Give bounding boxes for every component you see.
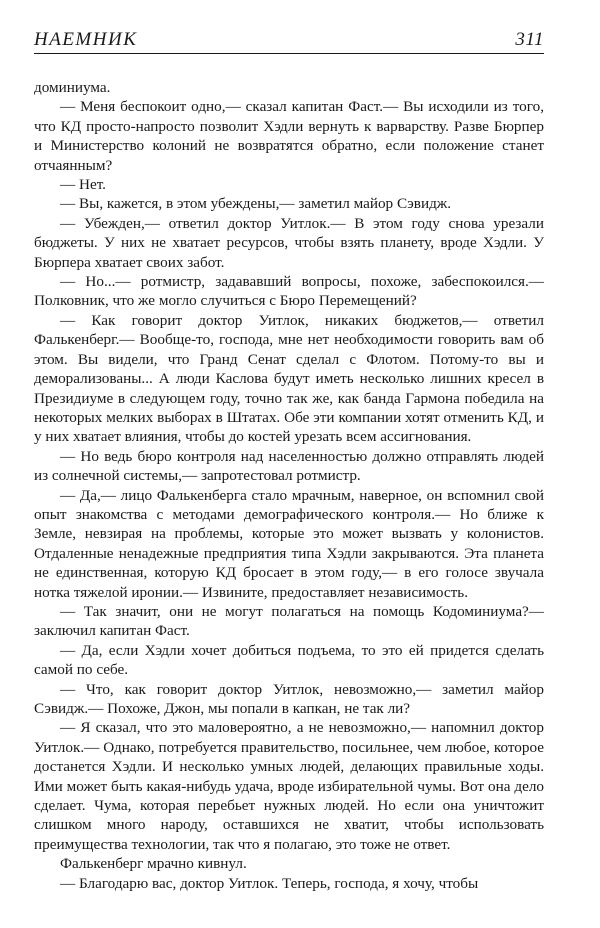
- running-title: НАЕМНИК: [34, 29, 138, 50]
- paragraph-12: — Что, как говорит доктор Уитлок, невозможно,— заметил майор Сэвидж.— Похоже, Джон, мы попали в капкан, не так ли?: [34, 680, 544, 717]
- book-page: [34, 28, 544, 893]
- body-text: [34, 78, 544, 893]
- page-number: 311: [515, 29, 544, 50]
- paragraph-10: — Так значит, они не могут полагаться на помощь Кодоминиума?— заключил капитан Фаст.: [34, 602, 544, 640]
- paragraph-8: — Но ведь бюро контроля над населенностью должно отправлять людей из солнечной системы,— запротестовал ротмистр.: [34, 447, 544, 485]
- paragraph-15: — Благодарю вас, доктор Уитлок. Теперь, господа, я хочу, чтобы: [60, 874, 479, 892]
- paragraph-9: — Да,— лицо Фалькенберга стало мрачным, наверное, он вспомнил свой опыт знакомства с методами демографического контроля.— Но ближе к Земле, невзирая на проблемы, которые это может вызвать у колонистов. Отдаленные ненадежные предприятия типа Хэдли закрываются. Эта планета не единственная, которую КД бросает в этом году,— в его голосе звучала нотка тяжелой иронии.— Извините, предоставляет независимость.: [34, 486, 544, 601]
- paragraph-14: Фалькенберг мрачно кивнул.: [60, 855, 247, 873]
- running-head: [34, 28, 544, 54]
- paragraph-3: — Нет.: [60, 176, 106, 194]
- paragraph-7: — Как говорит доктор Уитлок, никаких бюджетов,— ответил Фалькенберг.— Вообще-то, господа, мне нет необходимости говорить вам об этом. Вы видели, что Гранд Сенат сделал с Флотом. Потому-то вы и деморализованы... А люди Каслова будут иметь несколько лишних кресел в Президиуме в следующем году, точно так же, как банда Гармона победила на некоторых мелких выборах в Штатах. Обе эти компании хотят отменить КД, и у них хватает влияния, чтобы до костей урезать всем ассигнования.: [34, 311, 544, 446]
- paragraph-4: — Вы, кажется, в этом убеждены,— заметил майор Сэвидж.: [60, 195, 452, 213]
- paragraph-6: — Но...— ротмистр, задававший вопросы, похоже, забеспокоился.— Полковник, что же могло случиться с Бюро Перемещений?: [34, 273, 544, 310]
- paragraph-2: — Меня беспокоит одно,— сказал капитан Фаст.— Вы исходили из того, что КД просто-напросто позволит Хэдли вернуть к варварству. Разве Бюрпер и Министерство колоний не возвратятся обратно, если положение станет отчаянным?: [34, 98, 544, 174]
- paragraph-11: — Да, если Хэдли хочет добиться подъема, то это ей придется сделать самой по себе.: [34, 641, 544, 679]
- paragraph-5: — Убежден,— ответил доктор Уитлок.— В этом году снова урезали бюджеты. У них не хватает ресурсов, чтобы взять планету, вроде Хэдли. У Бюрпера хватает своих забот.: [34, 214, 544, 271]
- paragraph-1: доминиума.: [34, 79, 111, 96]
- paragraph-13: — Я сказал, что это маловероятно, а не невозможно,— напомнил доктор Уитлок.— Однако, потребуется правительство, посильнее, чем любое, которое достанется Хэдли. И несколько умных людей, делающих правильные ходы. Ими может быть какая-нибудь удача, вроде избирательной чумы. Вот она дело сделает. Чума, которая перебьет нужных людей. Но если она уничтожит слишком много народу, оставшихся не хватит, чтобы использовать преимущества технологии, так что я полагаю, это тоже не ответ.: [34, 719, 544, 853]
